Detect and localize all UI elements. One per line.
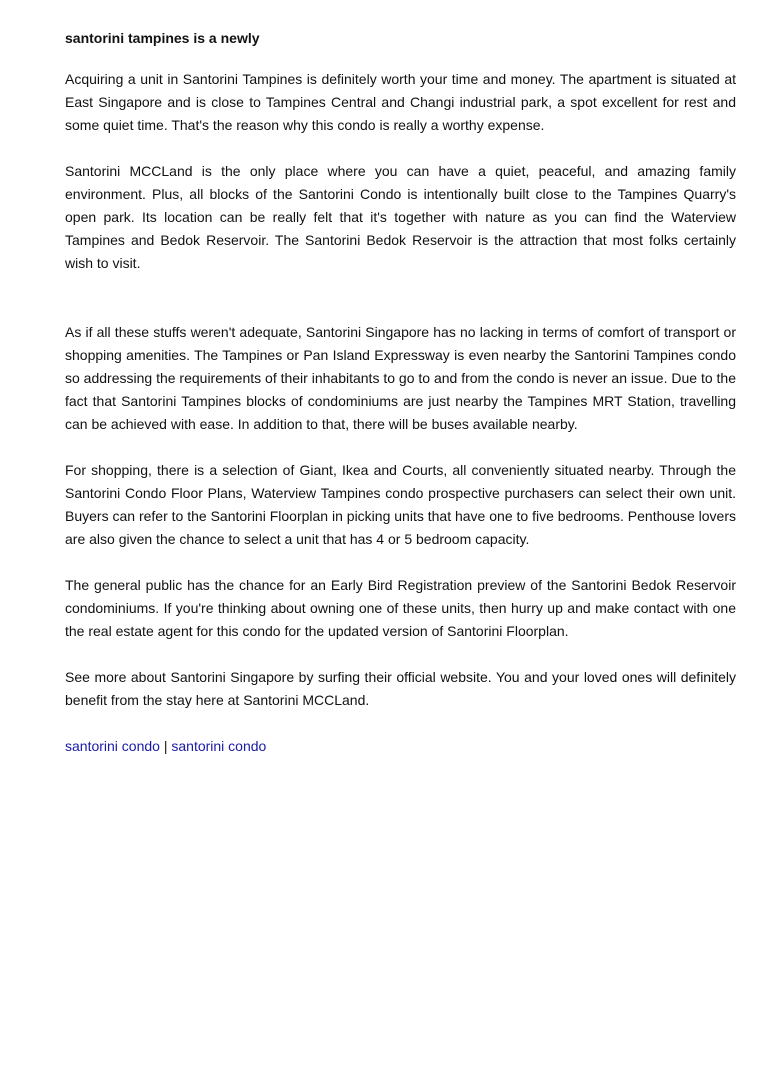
link-separator: | [163, 738, 168, 754]
paragraph-registration: The general public has the chance for an Early Bird Registration preview of the Santorini Bedok Reservoir condominiums. If you're thinking about owning one of these units, then hurry up and make contact with one the real estate agent for this condo for the updated version of Santorini Floorplan. [65, 577, 736, 639]
paragraph-shopping: For shopping, there is a selection of Giant, Ikea and Courts, all conveniently situated nearby. Through the Santorini Condo Floor Plans, Waterview Tampines condo prospective purchasers can select their own unit. Buyers can refer to the Santorini Floorplan in picking units that have one to five bedrooms. Penthouse lovers are also given the chance to select a unit that has 4 or 5 bedroom capacity. [65, 462, 736, 547]
santorini-condo-link-2[interactable]: santorini condo [171, 738, 267, 754]
link-row [65, 735, 736, 758]
paragraph-environment: Santorini MCCLand is the only place where you can have a quiet, peaceful, and amazing family environment. Plus, all blocks of the Santorini Condo is intentionally built close to the Tampines Quarry's open park. Its location can be really felt that it's together with nature as you can find the Waterview Tampines and Bedok Reservoir. The Santorini Bedok Reservoir is the attraction that most folks certainly wish to visit. [65, 163, 736, 271]
paragraph-intro: Acquiring a unit in Santorini Tampines is definitely worth your time and money. The apartment is situated at East Singapore and is close to Tampines Central and Changi industrial park, a spot excellent for rest and some quiet time. That's the reason why this condo is really a worthy expense. [65, 71, 736, 133]
paragraph-transport: As if all these stuffs weren't adequate, Santorini Singapore has no lacking in terms of comfort of transport or shopping amenities. The Tampines or Pan Island Expressway is even nearby the Santorini Tampines condo so addressing the requirements of their inhabitants to go to and from the condo is never an issue. Due to the fact that Santorini Tampines blocks of condominiums are just nearby the Tampines MRT Station, travelling can be achieved with ease. In addition to that, there will be buses available nearby. [65, 324, 736, 432]
paragraph-website: See more about Santorini Singapore by surfing their official website. You and your loved ones will definitely benefit from the stay here at Santorini MCCLand. [65, 669, 736, 708]
document-page [65, 28, 736, 758]
santorini-condo-link-1[interactable]: santorini condo [65, 738, 160, 754]
document-title: santorini tampines is a newly [65, 30, 260, 46]
